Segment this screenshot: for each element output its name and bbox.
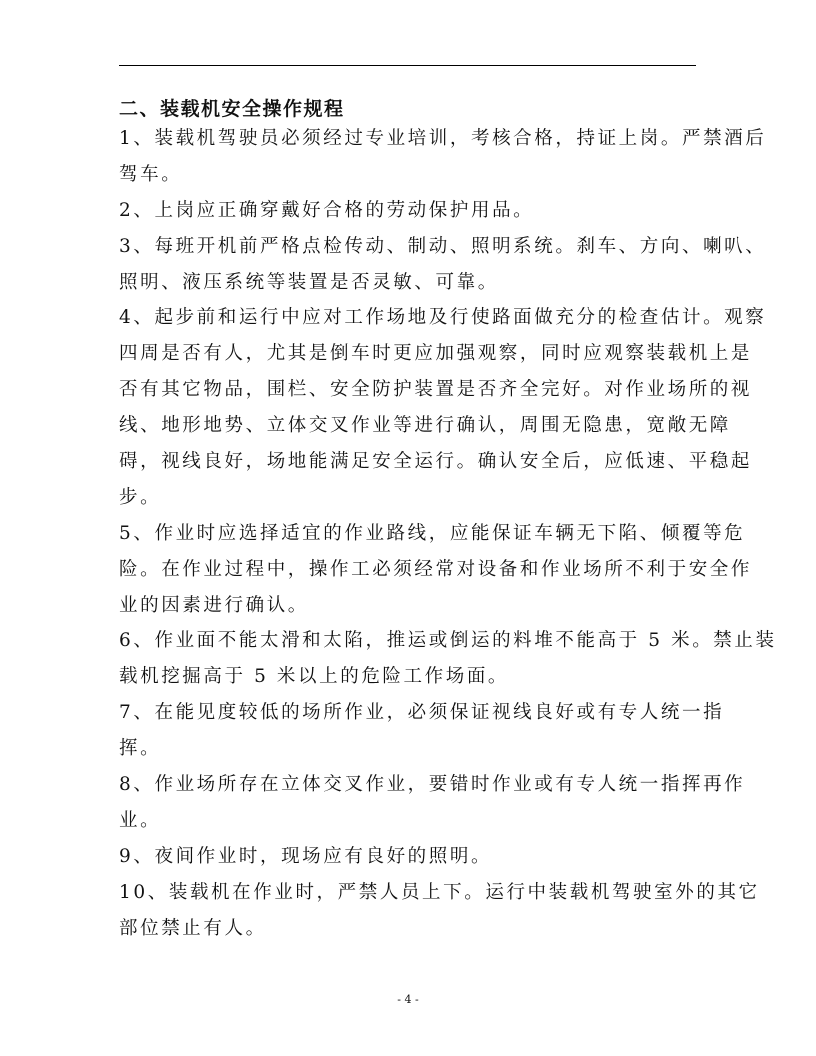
text-line: 四周是否有人，尤其是倒车时更应加强观察，同时应观察装载机上是 (119, 343, 753, 365)
text-line: 10、装载机在作业时，严禁人员上下。运行中装载机驾驶室外的其它 (119, 881, 760, 903)
text-line: 8、作业场所存在立体交叉作业，要错时作业或有专人统一指挥再作 (119, 774, 746, 796)
text-line: 1、装载机驾驶员必须经过专业培训，考核合格，持证上岗。严禁酒后 (119, 128, 767, 149)
header-rule (119, 65, 696, 66)
text-line: 驾车。 (119, 163, 183, 185)
section-heading: 二、装载机安全操作规程 (119, 98, 345, 120)
text-line: 6、作业面不能太滑和太陷，推运或倒运的料堆不能高于 5 米。禁止装 (119, 630, 777, 652)
page-number: - 4 - (397, 993, 419, 1006)
text-line: 线、地形地势、立体交叉作业等进行确认，周围无隐患，宽敞无障 (119, 415, 731, 437)
text-line: 业的因素进行确认。 (119, 594, 309, 616)
text-line: 部位禁止有人。 (119, 917, 267, 939)
text-line: 照明、液压系统等装置是否灵敏、可靠。 (119, 271, 499, 293)
text-line: 9、夜间作业时，现场应有良好的照明。 (119, 845, 493, 867)
text-line: 碍，视线良好，场地能满足安全运行。确认安全后，应低速、平稳起 (119, 451, 753, 473)
text-line: 3、每班开机前严格点检传动、制动、照明系统。刹车、方向、喇叭、 (119, 235, 767, 257)
text-line: 5、作业时应选择适宜的作业路线，应能保证车辆无下陷、倾覆等危 (119, 522, 746, 544)
text-line: 业。 (119, 809, 162, 831)
text-line: 否有其它物品，围栏、安全防护装置是否齐全完好。对作业场所的视 (119, 379, 753, 401)
text-line: 险。在作业过程中，操作工必须经常对设备和作业场所不利于安全作 (119, 558, 753, 580)
text-line: 7、在能见度较低的场所作业，必须保证视线良好或有专人统一指 (119, 702, 725, 724)
text-line: 2、上岗应正确穿戴好合格的劳动保护用品。 (119, 199, 535, 221)
text-line: 4、起步前和运行中应对工作场地及行使路面做充分的检查估计。观察 (119, 307, 767, 329)
text-line: 挥。 (119, 738, 162, 760)
text-line: 步。 (119, 486, 162, 508)
rules-body (119, 121, 777, 946)
text-line: 载机挖掘高于 5 米以上的危险工作场面。 (119, 666, 510, 688)
